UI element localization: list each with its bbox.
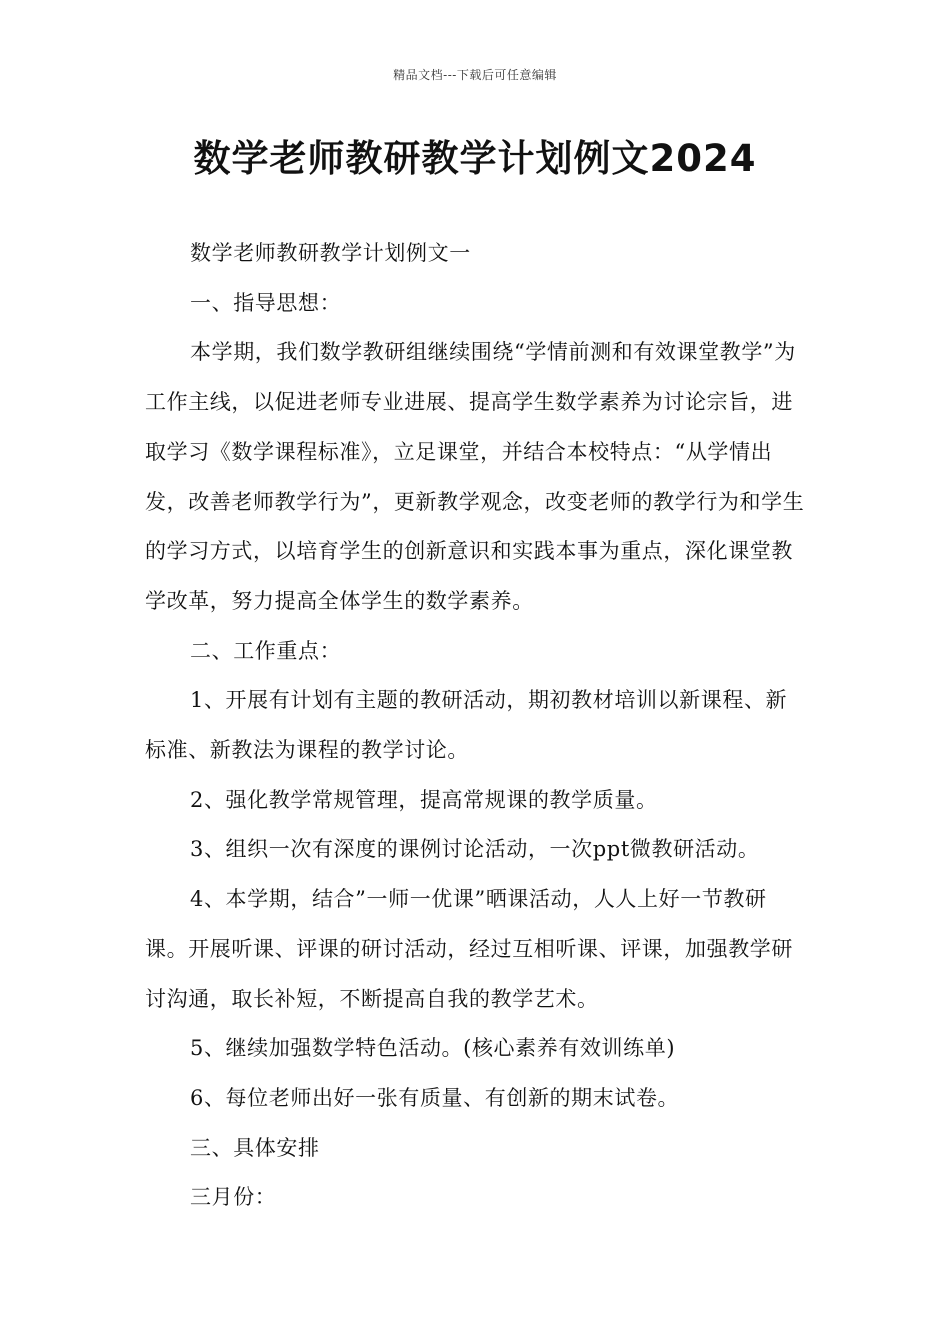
header-note: 精品文档---下载后可任意编辑	[393, 68, 557, 82]
heading-guiding-ideology: 一、指导思想：	[190, 290, 342, 315]
heading-work-focus: 二、工作重点：	[190, 638, 342, 663]
list-item: 4、本学期，结合”一师一优课”晒课活动，人人上好一节教研课。开展听课、评课的研讨活动，经过互相听课、评课，加强教学研讨沟通，取长补短，不断提高自我的教学艺术。	[145, 887, 793, 1011]
heading-specific-arrangement: 三、具体安排	[190, 1135, 320, 1160]
section-subtitle: 数学老师教研教学计划例文一	[190, 241, 471, 265]
list-item: 5、继续加强数学特色活动。(核心素养有效训练单)	[190, 1036, 676, 1061]
document-body	[145, 229, 807, 1223]
heading-march: 三月份：	[190, 1185, 277, 1210]
list-item: 1、开展有计划有主题的教研活动，期初教材培训以新课程、新标准、新教法为课程的教学讨论。	[145, 688, 788, 763]
list-item: 2、强化教学常规管理，提高常规课的教学质量。	[190, 787, 658, 812]
document-title: 数学老师教研教学计划例文2024	[193, 137, 757, 180]
list-item: 6、每位老师出好一张有质量、有创新的期末试卷。	[190, 1085, 680, 1110]
list-item: 3、组织一次有深度的课例讨论活动，一次ppt微教研活动。	[190, 837, 760, 862]
paragraph-guiding-ideology: 本学期，我们数学教研组继续围绕“学情前测和有效课堂教学”为工作主线，以促进老师专业进展、提高学生数学素养为讨论宗旨，进取学习《数学课程标准》，立足课堂，并结合本校特点：“从学情出发，改善老师教学行为”，更新教学观念，改变老师的教学行为和学生的学习方式，以培育学生的创新意识和实践本事为重点，深化课堂教学改革，努力提高全体学生的数学素养。	[145, 340, 805, 613]
